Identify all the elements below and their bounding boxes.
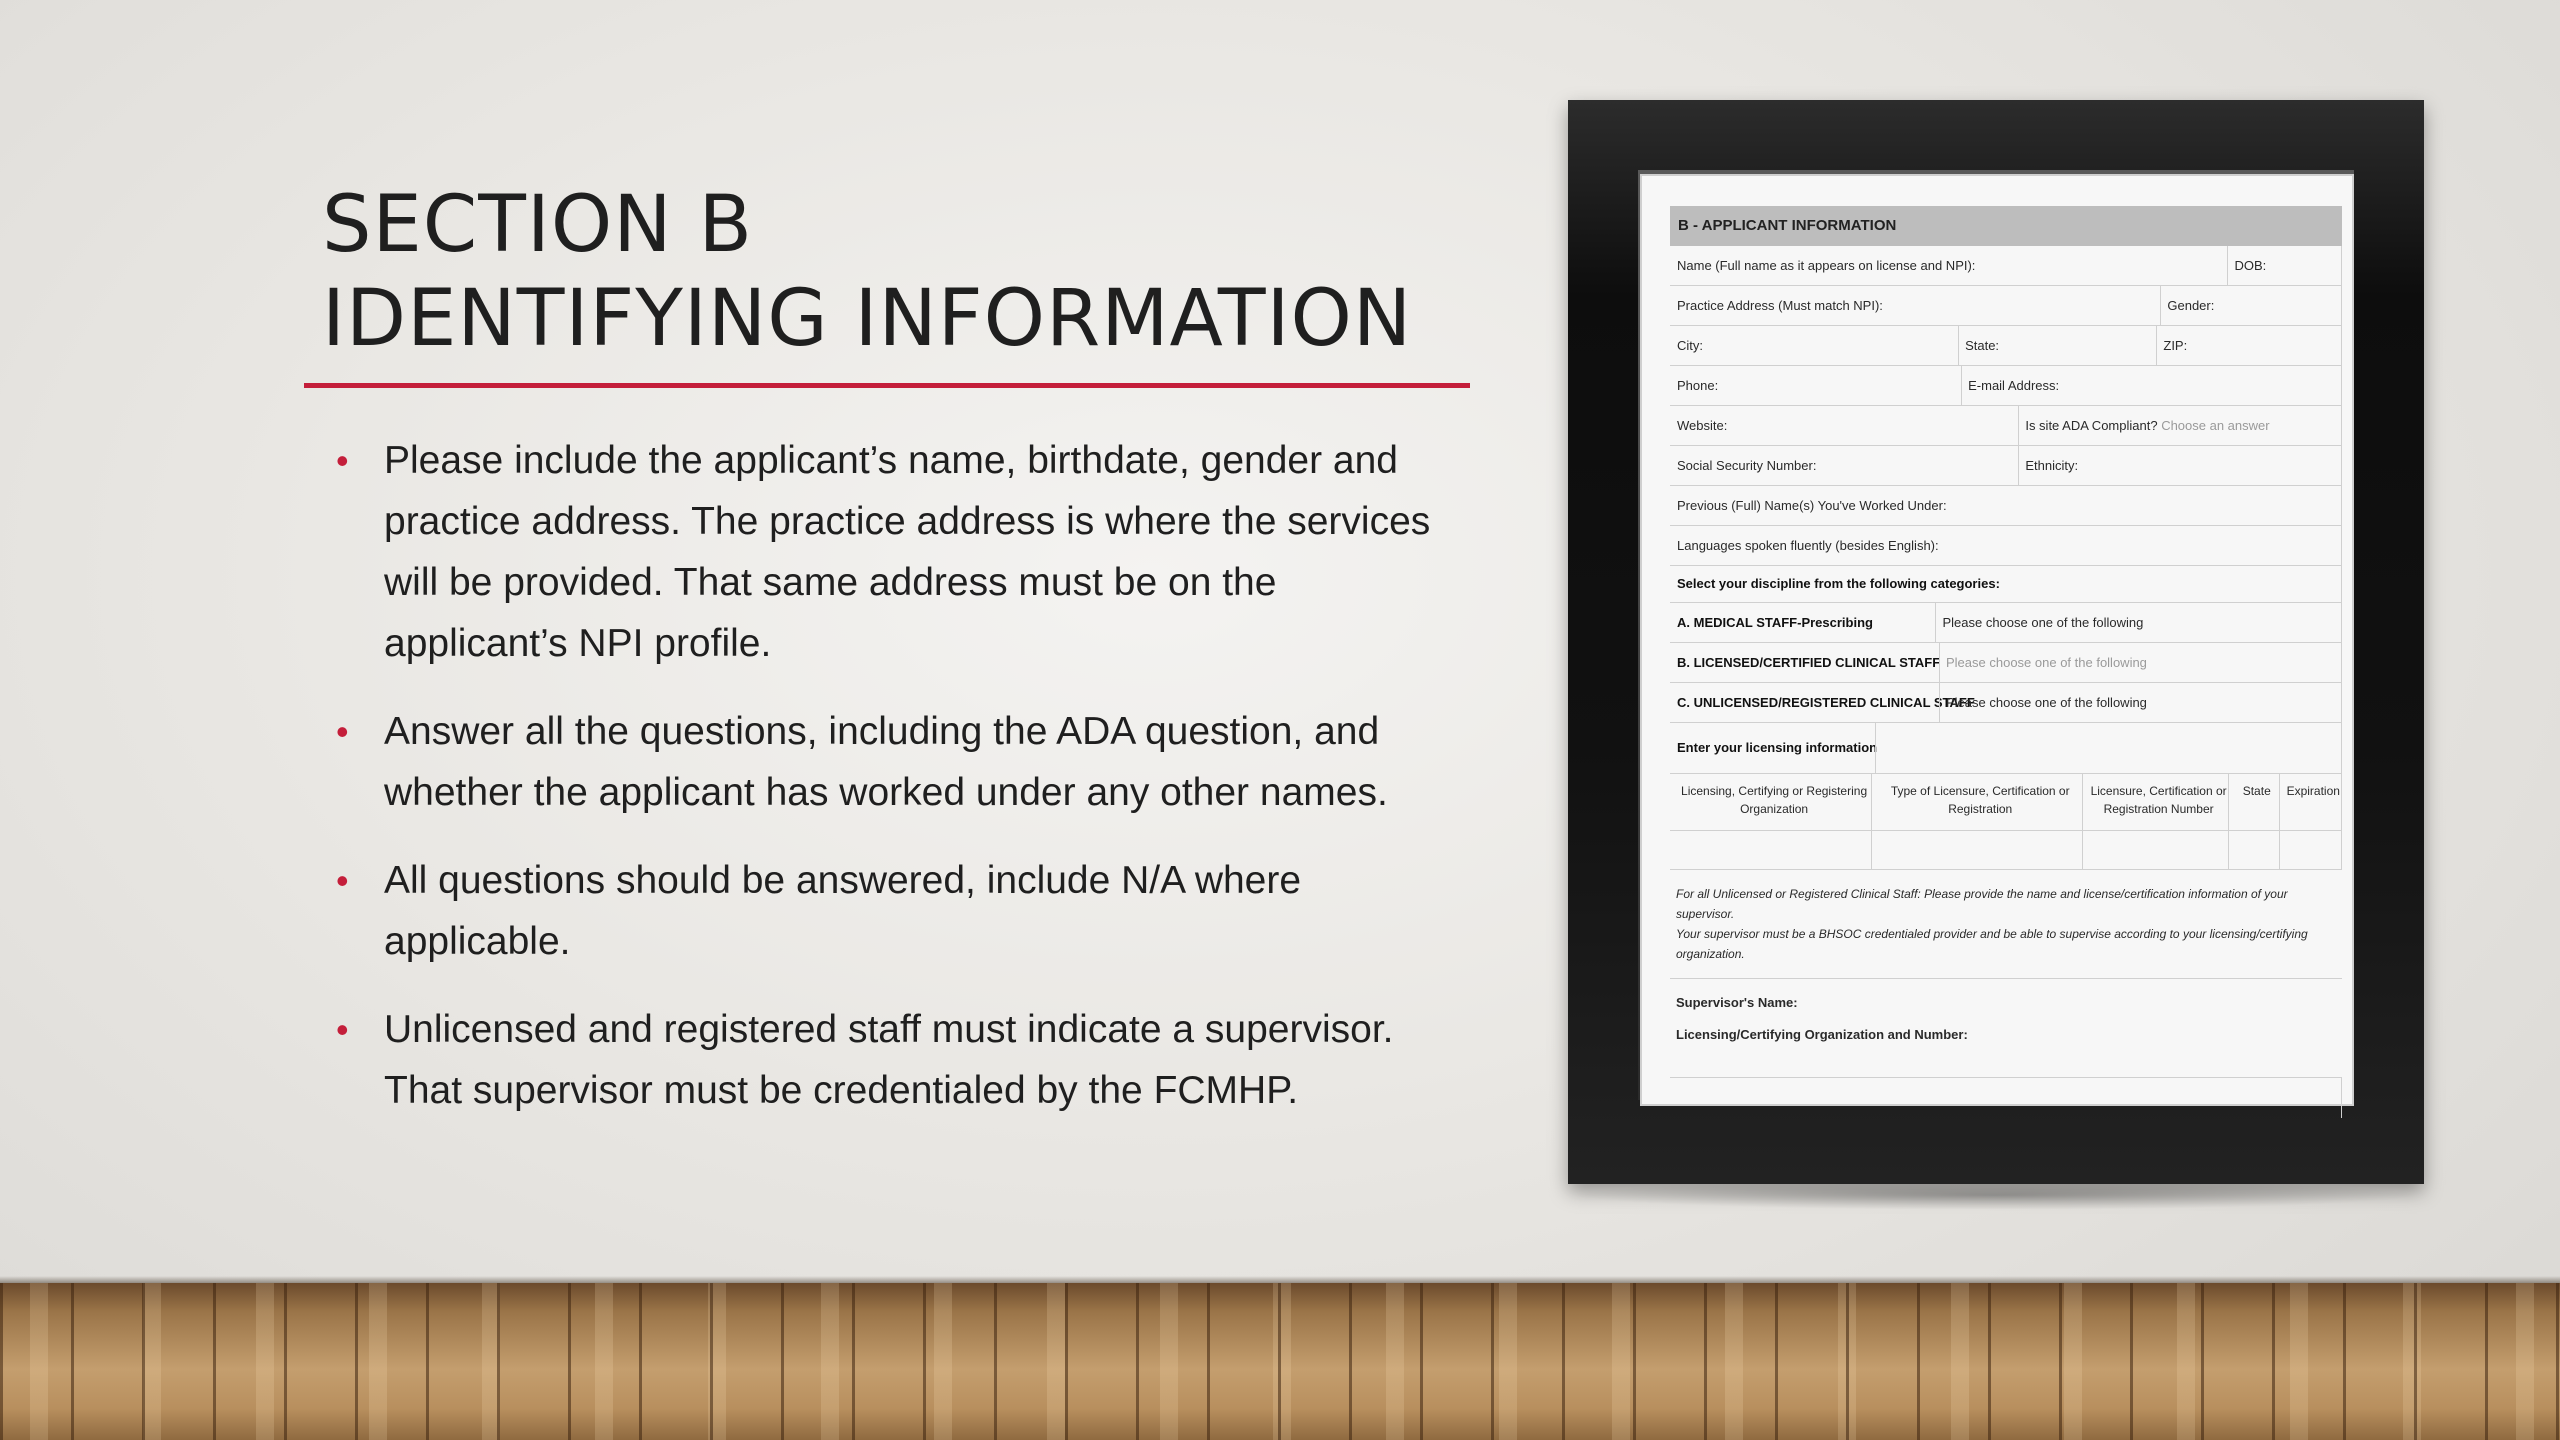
- licensing-table-row: [1670, 831, 2342, 870]
- city-label: City:: [1677, 338, 1703, 353]
- slide-title-line-2: IDENTIFYING INFORMATION: [322, 274, 1413, 364]
- bullet-text: Answer all the questions, including the ADA question, and whether the applicant has worked under any other names.: [384, 710, 1388, 814]
- bullet-dot: •: [336, 711, 349, 752]
- bullet-dot: •: [336, 860, 349, 901]
- bullet-list: [330, 430, 1460, 1148]
- gender-label: Gender:: [2160, 286, 2341, 325]
- form-image: [1640, 174, 2354, 1106]
- bullet-text: Unlicensed and registered staff must indicate a supervisor. That supervisor must be credentialed by the FCMHP.: [384, 1008, 1394, 1112]
- state-label: State:: [1958, 326, 2156, 365]
- picture-frame: [1568, 100, 2424, 1184]
- discipline-heading: Select your discipline from the following categories:: [1677, 576, 2000, 591]
- licensing-col-number: Licensure, Certification or Registration Number: [2082, 774, 2228, 830]
- bullet-dot: •: [336, 440, 349, 481]
- licensing-col-type: Type of Licensure, Certification or Registration: [1871, 774, 2082, 830]
- form-row: [1670, 286, 2342, 326]
- form-row: [1670, 246, 2342, 286]
- supervisor-block: [1670, 979, 2342, 1078]
- phone-label: Phone:: [1677, 378, 1719, 393]
- zip-label: ZIP:: [2156, 326, 2341, 365]
- discipline-dropdown: Please choose one of the following: [1939, 683, 2341, 722]
- form-row: [1670, 566, 2342, 603]
- supervisor-note-line-2: Your supervisor must be a BHSOC credentialed provider and be able to supervise according to your licensing/certifying organization.: [1676, 927, 2308, 961]
- form-row: [1670, 723, 2342, 774]
- languages-label: Languages spoken fluently (besides English):: [1677, 538, 1939, 553]
- supervisor-org-label: Licensing/Certifying Organization and Number:: [1676, 1027, 1968, 1042]
- discipline-label: A. MEDICAL STAFF-Prescribing: [1677, 615, 1873, 630]
- ssn-label: Social Security Number:: [1677, 458, 1817, 473]
- form-row: [1670, 486, 2342, 526]
- discipline-label: C. UNLICENSED/REGISTERED CLINICAL STAFF: [1677, 695, 1975, 710]
- licensing-col-org: Licensing, Certifying or Registering Organization: [1681, 784, 1868, 816]
- practice-address-label: Practice Address (Must match NPI):: [1677, 298, 1883, 313]
- bullet-item: [330, 850, 1460, 972]
- form-row: [1670, 446, 2342, 486]
- bullet-item: [330, 701, 1460, 823]
- form-row: [1670, 526, 2342, 566]
- licensing-blank: [1875, 723, 2341, 773]
- licensing-col-expiration: Expiration: [2279, 774, 2341, 830]
- form-row: [1670, 326, 2342, 366]
- bullet-text: Please include the applicant’s name, birthdate, gender and practice address. The practice address is where the services will be provided. That same address must be on the applicant’s NPI profile.: [384, 439, 1431, 665]
- bullet-dot: •: [336, 1009, 349, 1050]
- supervisor-name-label: Supervisor's Name:: [1676, 995, 1798, 1010]
- ada-dropdown: Choose an answer: [2161, 418, 2270, 433]
- discipline-dropdown: Please choose one of the following: [1939, 643, 2341, 682]
- licensing-cell: [2082, 831, 2228, 869]
- licensing-heading: Enter your licensing information: [1677, 740, 1878, 755]
- licensing-col-state: State: [2228, 774, 2279, 830]
- bullet-item: [330, 430, 1460, 674]
- form-row: [1670, 406, 2342, 446]
- discipline-row: [1670, 683, 2342, 723]
- frame-shadow: [1570, 1180, 2420, 1210]
- website-label: Website:: [1677, 418, 1728, 433]
- bullet-item: [330, 999, 1460, 1121]
- name-label: Name (Full name as it appears on license and NPI):: [1677, 258, 1976, 273]
- discipline-row: [1670, 643, 2342, 683]
- email-label: E-mail Address:: [1961, 366, 2341, 405]
- form-blank-row: [1670, 1078, 2342, 1118]
- ethnicity-label: Ethnicity:: [2018, 446, 2341, 485]
- wood-floor: [0, 1283, 2560, 1440]
- slide-title: [322, 178, 1472, 366]
- title-underline: [304, 383, 1470, 388]
- previous-names-label: Previous (Full) Name(s) You've Worked Under:: [1677, 498, 1947, 513]
- licensing-cell: [2228, 831, 2279, 869]
- ada-label: Is site ADA Compliant?: [2025, 418, 2158, 433]
- form-row: [1670, 366, 2342, 406]
- discipline-dropdown: Please choose one of the following: [1935, 603, 2341, 642]
- discipline-label: B. LICENSED/CERTIFIED CLINICAL STAFF: [1677, 655, 1941, 670]
- dob-label: DOB:: [2227, 246, 2341, 285]
- bullet-text: All questions should be answered, include N/A where applicable.: [384, 859, 1302, 963]
- supervisor-note: [1670, 870, 2342, 979]
- form-header: B - APPLICANT INFORMATION: [1670, 206, 2342, 246]
- supervisor-note-line-1: For all Unlicensed or Registered Clinical Staff: Please provide the name and license/certification information of your supervisor.: [1676, 887, 2288, 921]
- licensing-table-header: [1670, 774, 2342, 831]
- ada-field: [2018, 406, 2341, 445]
- licensing-cell: [1871, 831, 2082, 869]
- slide-title-line-1: SECTION B: [322, 180, 753, 270]
- licensing-cell: [1670, 831, 1871, 869]
- applicant-form: [1670, 206, 2342, 1118]
- licensing-cell: [2279, 831, 2341, 869]
- discipline-row: [1670, 603, 2342, 643]
